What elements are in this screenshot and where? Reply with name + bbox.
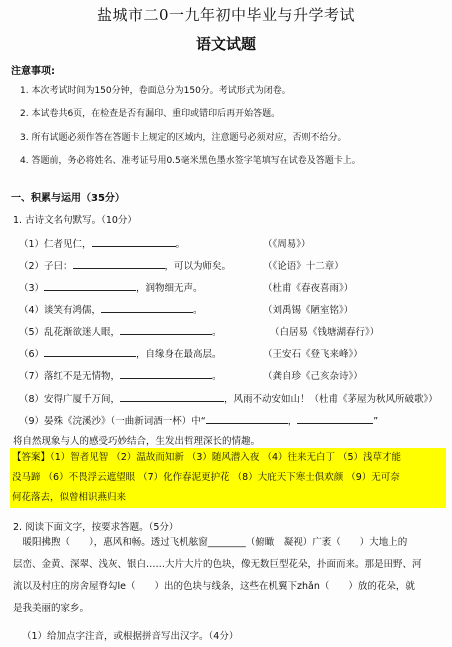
source-citation: （《论语》十二章） (263, 261, 344, 272)
fill-line-2: （2）子曰： ，可以为师矣。 (19, 258, 231, 272)
source-citation: （白居易《钱塘湖春行》） (270, 327, 380, 338)
notice-item: 1. 本次考试时间为150分钟，卷面总分为150分。考试形式为闭卷。 (20, 86, 291, 96)
notice-item: 3. 所有试题必须作答在答题卡上规定的区域内，注意题号必须对应，否则不给分。 (20, 133, 347, 143)
source-citation: （刘禹锡《陋室铭》） (263, 305, 354, 316)
answer-blank[interactable] (206, 413, 288, 424)
passage-line: 暖阳拂煦（ ），惠风和畅。透过飞机舷窗________（俯瞰 凝视）广袤（ ）大地上的 (13, 537, 408, 548)
answer-blank[interactable] (120, 324, 212, 335)
passage-line: 是我美丽的家乡。 (13, 603, 90, 614)
question-2-1-label: （1）给加点字注音，或根据拼音写出汉字。（4分） (22, 631, 239, 642)
answer-blank[interactable] (44, 346, 136, 357)
fill-line-4: （4）谈笑有鸿儒， 。 (19, 302, 203, 316)
fill-line-9: （9）晏殊《浣溪沙》（一曲新词酒一杯）中“ ， ” (19, 413, 378, 427)
notice-item: 2. 本试卷共6页，在检查是否有漏印、重印或错印后再开始答题。 (20, 109, 281, 119)
fill-line-3: （3） ，润物细无声。 (19, 280, 203, 294)
source-citation: （龚自珍《己亥杂诗》） (263, 371, 363, 382)
source-citation: （王安石《登飞来峰》） (263, 349, 363, 360)
answer-blank[interactable] (297, 413, 373, 424)
section-heading: 一、积累与运用（35分） (11, 193, 125, 204)
answer-line: 何花落去，似曾相识燕归来 (12, 492, 127, 503)
exam-subtitle: 语文试题 (195, 35, 256, 53)
fill-line-7: （7）落红不是无情物， 。 (19, 368, 222, 382)
passage-line: 流以及村庄的房舍屋脊勾le（ ）出的色块与线条，这些在机翼下zhǎn（ ）放的花朵，就 (13, 581, 415, 592)
fill-line-1: （1）仁者见仁， 。 (19, 236, 185, 250)
answer-blank[interactable] (92, 236, 176, 247)
answer-line: 没马蹄 （6）不畏浮云遮望眼 （7）化作春泥更护花 （8）大庇天下寒士俱欢颜 （9）无可奈 (12, 472, 400, 483)
answer-block (10, 448, 446, 508)
source-citation: （杜甫《春夜喜雨》） (263, 283, 354, 294)
answer-blank[interactable] (120, 368, 212, 379)
answer-line: 【答案】（1）智者见智 （2）温故而知新 （3）随风潜入夜 （4）往来无白丁 （5）浅草才能 (12, 452, 402, 463)
answer-blank[interactable] (101, 302, 193, 313)
exam-title: 盐城市二0一九年初中毕业与升学考试 (96, 6, 356, 24)
answer-blank[interactable] (120, 391, 224, 402)
fill-line-6: （6） ，自缘身在最高层。 (19, 346, 222, 360)
passage-line: 层峦、金黄、深翠、浅灰、银白……大片大片的色块，像无数巨型花朵，扑面而来。那是田野、河 (13, 559, 422, 570)
question-note: 将自然现象与人的感受巧妙结合，生发出哲理深长的情趣。 (13, 436, 261, 447)
notice-item: 4. 答题前，务必将姓名、准考证号用0.5毫米黑色墨水签字笔填写在试卷及答题卡上。 (20, 156, 361, 166)
fill-line-8: （8）安得广厦千万间， ，风雨不动安如山！（杜甫《茅屋为秋风所破歌》） (19, 391, 438, 405)
answer-blank[interactable] (73, 258, 165, 269)
reading-passage (13, 532, 443, 620)
question-2-label: 2. 阅读下面文字，按要求答题。（5分） (13, 522, 179, 533)
source-citation: （《周易》） (263, 239, 311, 250)
notice-heading: 注意事项: (11, 66, 55, 77)
question-1-label: 1. 古诗文名句默写。（10分） (13, 215, 137, 226)
fill-line-5: （5）乱花渐欲迷人眼， 。 (19, 324, 222, 338)
answer-blank[interactable] (44, 280, 136, 291)
